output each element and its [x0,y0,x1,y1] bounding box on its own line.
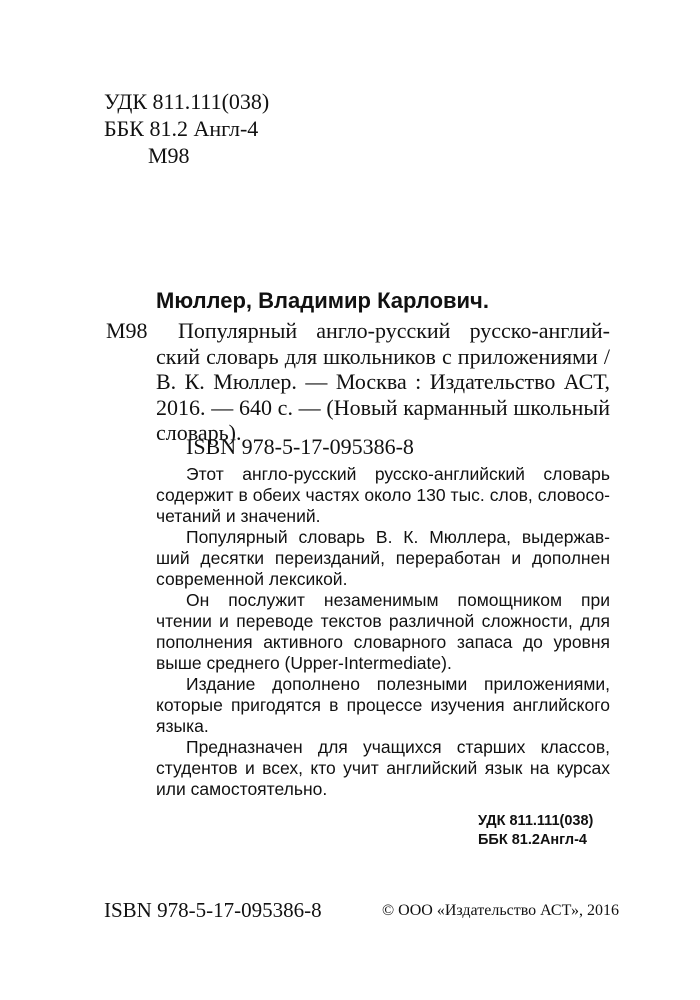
annotation [156,464,610,800]
entry-cutter-code: М98 [106,318,148,343]
annotation-line: Этот англо-русский русско-английский словарь [186,464,610,484]
annotation-line: пополнения активного словарного запаса до уровня [156,632,610,652]
description-line: ский словарь для школьников с приложениями / [156,343,610,369]
bbk-code: ББК 81.2 Англ-4 [104,116,259,141]
annotation-line: Он послужит незаменимым помощником при [186,590,610,610]
annotation-line: Издание дополнено полезными приложениями, [186,674,610,694]
cutter-code: М98 [148,143,190,168]
annotation-line: выше среднего (Upper-Intermediate). [156,653,452,673]
description-line: 2016. — 640 с. — (Новый карманный школьный [156,394,610,420]
bibliographic-description [156,318,610,446]
annotation-paragraph [156,737,610,800]
copyright-notice: © ООО «Издательство АСТ», 2016 [382,902,619,919]
annotation-line: которые пригодятся в процессе изучения английского [156,695,610,715]
bbk-code-bottom: ББК 81.2Англ-4 [478,832,587,848]
entry-isbn: ISBN 978-5-17-095386-8 [186,434,414,459]
annotation-line: содержит в обеих частях около 130 тыс. слов, словосо- [156,485,610,505]
annotation-line: четаний и значений. [156,506,321,526]
annotation-line: чтении и переводе текстов различной сложности, для [156,611,610,631]
annotation-line: современной лексикой. [156,569,348,589]
description-line: Популярный англо-русский русско-англий- [178,318,610,343]
annotation-paragraph [156,674,610,737]
annotation-line: ший десятки переизданий, переработан и дополнен [156,548,610,568]
annotation-line: Предназначен для учащихся старших классов, [186,737,610,757]
annotation-paragraph [156,590,610,674]
classification-codes-bottom [478,812,593,850]
annotation-line: студентов и всех, кто учит английский язык на курсах [156,758,610,778]
description-line: В. К. Мюллер. — Москва : Издательство АСТ, [156,369,610,394]
annotation-paragraph [156,464,610,527]
author-heading: Мюллер, Владимир Карлович. [156,288,489,313]
udk-code: УДК 811.111(038) [104,89,270,114]
classification-codes-top [104,88,269,169]
description-line: словарь). [156,420,242,445]
annotation-line: или самостоятельно. [156,779,328,799]
annotation-paragraph [156,527,610,590]
annotation-line: Популярный словарь В. К. Мюллера, выдержав- [186,527,610,547]
udk-code-bottom: УДК 811.111(038) [478,813,594,829]
annotation-line: языка. [156,716,209,736]
footer-isbn: ISBN 978-5-17-095386-8 [104,898,322,922]
